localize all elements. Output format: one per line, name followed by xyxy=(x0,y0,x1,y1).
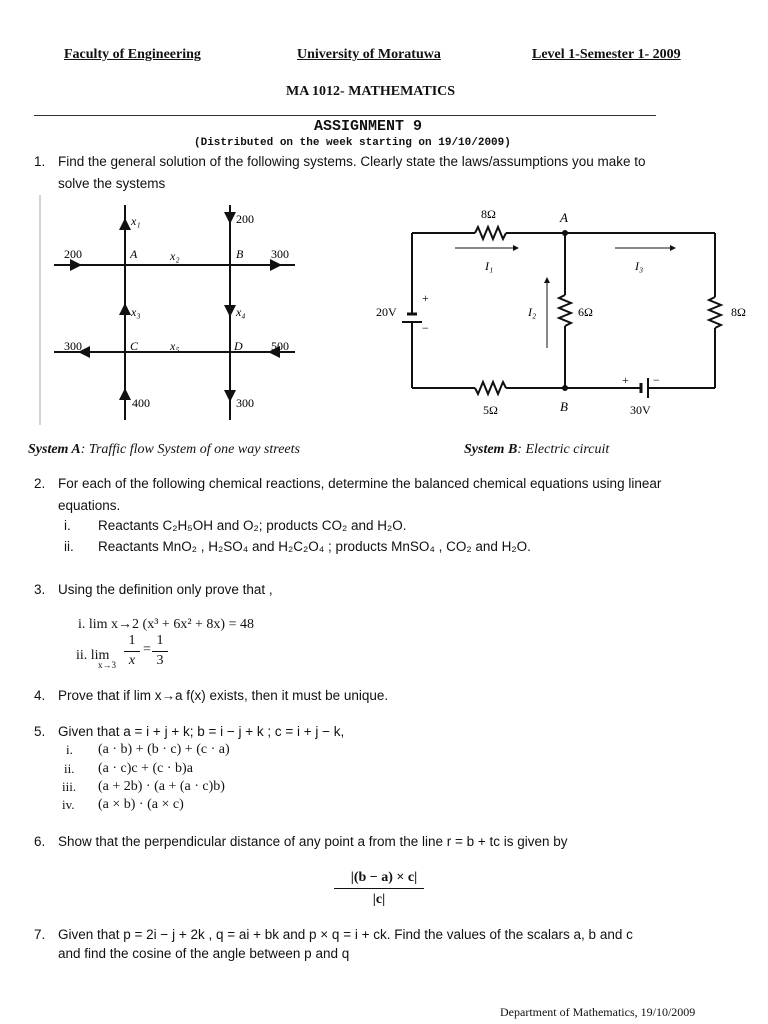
course-title: MA 1012- MATHEMATICS xyxy=(286,84,456,99)
q2-text-line1: For each of the following chemical reactions, determine the balanced chemical equations using linear xyxy=(58,476,662,491)
q2-ii-number: ii. xyxy=(64,539,74,554)
q7-number: 7. xyxy=(34,927,46,942)
q5-ii-number: ii. xyxy=(64,761,75,776)
q5-i-number: i. xyxy=(66,742,73,757)
q5-text: Given that a = i + j + k; b = i − j + k ; c = i + j − k, xyxy=(58,724,345,739)
traffic-label-200-north: 200 xyxy=(236,212,254,226)
system-a-description: : Traffic flow System of one way streets xyxy=(80,442,300,457)
q5-iii-number: iii. xyxy=(62,779,77,794)
q5-ii-expression: (a · c)c + (c · b)a xyxy=(98,761,193,776)
q6-formula-numerator: |(b − a) × c| xyxy=(350,870,418,885)
svg-text:−: − xyxy=(653,373,660,387)
circuit-label-20v: 20V xyxy=(376,305,397,319)
traffic-label-300-east: 300 xyxy=(271,247,289,261)
traffic-label-400-south: 400 xyxy=(132,396,150,410)
q3-rhs-denominator: 3 xyxy=(156,653,164,668)
system-b-caption xyxy=(464,440,609,458)
traffic-label-x5: x₅ xyxy=(170,339,180,353)
q3-rhs-bar xyxy=(152,651,168,652)
q5-iv-expression: (a × b) · (a × c) xyxy=(98,797,184,812)
traffic-label-node-b: B xyxy=(236,247,244,261)
q2-number: 2. xyxy=(34,476,46,491)
traffic-label-300-west: 300 xyxy=(64,339,82,353)
level-heading: Level 1-Semester 1- 2009 xyxy=(532,47,681,62)
header-divider xyxy=(34,115,656,116)
q3-part-ii-prefix: ii. lim xyxy=(76,648,110,663)
traffic-label-node-a: A xyxy=(130,247,138,261)
circuit-label-30v: 30V xyxy=(630,403,651,417)
q3-fraction-bar xyxy=(124,651,140,652)
q5-i-expression: (a · b) + (b · c) + (c · a) xyxy=(98,742,230,757)
q7-text-line2: and find the cosine of the angle between p and q xyxy=(58,946,350,961)
circuit-label-6ohm: 6Ω xyxy=(578,305,593,319)
traffic-label-300-south: 300 xyxy=(236,396,254,410)
footer-note: Department of Mathematics, 19/10/2009 xyxy=(500,1005,696,1019)
circuit-label-8ohm-top: 8Ω xyxy=(481,207,496,221)
traffic-label-node-d: D xyxy=(234,339,243,353)
q1-text-line2: solve the systems xyxy=(58,176,166,191)
q3-equals: = xyxy=(143,642,151,657)
traffic-label-node-c: C xyxy=(130,339,139,353)
q1-number: 1. xyxy=(34,154,46,169)
svg-text:+: + xyxy=(622,373,629,387)
q2-text-line2: equations. xyxy=(58,498,121,513)
svg-text:+: + xyxy=(422,291,429,305)
q6-formula-denominator: |c| xyxy=(372,892,386,907)
circuit-label-i1: I₁ xyxy=(485,259,494,273)
q1-text-line1: Find the general solution of the following systems. Clearly state the laws/assumptions you make to xyxy=(58,154,646,169)
q3-fraction-numerator: 1 xyxy=(128,633,136,648)
traffic-label-500-east: 500 xyxy=(271,339,289,353)
svg-text:−: − xyxy=(422,321,429,335)
q3-fraction-denominator: x xyxy=(128,653,136,668)
university-heading: University of Moratuwa xyxy=(297,47,441,62)
q3-part-i: i. lim x→2 (x³ + 6x² + 8x) = 48 xyxy=(78,617,254,632)
distribution-note: (Distributed on the week starting on 19/10/2009) xyxy=(194,137,511,149)
q4-number: 4. xyxy=(34,688,46,703)
system-b-label: System B xyxy=(464,442,518,457)
traffic-label-x1: x₁ xyxy=(131,214,141,228)
electric-circuit-diagram xyxy=(370,200,760,425)
system-a-caption xyxy=(28,440,300,458)
traffic-flow-diagram xyxy=(30,190,320,430)
traffic-label-x2: x₂ xyxy=(170,249,180,263)
q5-iv-number: iv. xyxy=(62,797,75,812)
q6-formula-bar xyxy=(334,888,424,889)
circuit-label-i2: I₂ xyxy=(528,305,537,319)
q3-part-ii-limit-subscript: x→3 xyxy=(98,660,116,670)
q3-rhs-numerator: 1 xyxy=(156,633,164,648)
q5-number: 5. xyxy=(34,724,46,739)
circuit-label-node-a: A xyxy=(560,210,568,225)
traffic-label-200-west: 200 xyxy=(64,247,82,261)
circuit-label-5ohm: 5Ω xyxy=(483,403,498,417)
traffic-label-x3: x₃ xyxy=(131,305,141,319)
faculty-heading: Faculty of Engineering xyxy=(64,47,201,62)
system-a-label: System A xyxy=(28,442,81,457)
q3-number: 3. xyxy=(34,582,46,597)
q3-text: Using the definition only prove that , xyxy=(58,582,273,597)
q2-ii-text: Reactants MnO₂ , H₂SO₄ and H₂C₂O₄ ; products MnSO₄ , CO₂ and H₂O. xyxy=(98,539,531,554)
q2-i-text: Reactants C₂H₅OH and O₂; products CO₂ and H₂O. xyxy=(98,518,407,533)
q2-i-number: i. xyxy=(64,518,71,533)
q6-text: Show that the perpendicular distance of any point a from the line r = b + tc is given by xyxy=(58,834,568,849)
traffic-label-x4: x₄ xyxy=(236,305,246,319)
q4-text: Prove that if lim x→a f(x) exists, then it must be unique. xyxy=(58,688,389,703)
q6-number: 6. xyxy=(34,834,46,849)
q5-iii-expression: (a + 2b) · (a + (a · c)b) xyxy=(98,779,225,794)
assignment-title: ASSIGNMENT 9 xyxy=(314,118,423,135)
circuit-label-i3: I₃ xyxy=(635,259,644,273)
system-b-description: : Electric circuit xyxy=(517,442,610,457)
q7-text-line1: Given that p = 2i − j + 2k , q = ai + bk and p × q = i + ck. Find the values of the scalars a, b and c xyxy=(58,927,633,942)
circuit-label-node-b: B xyxy=(560,399,568,414)
circuit-label-8ohm-right: 8Ω xyxy=(731,305,746,319)
